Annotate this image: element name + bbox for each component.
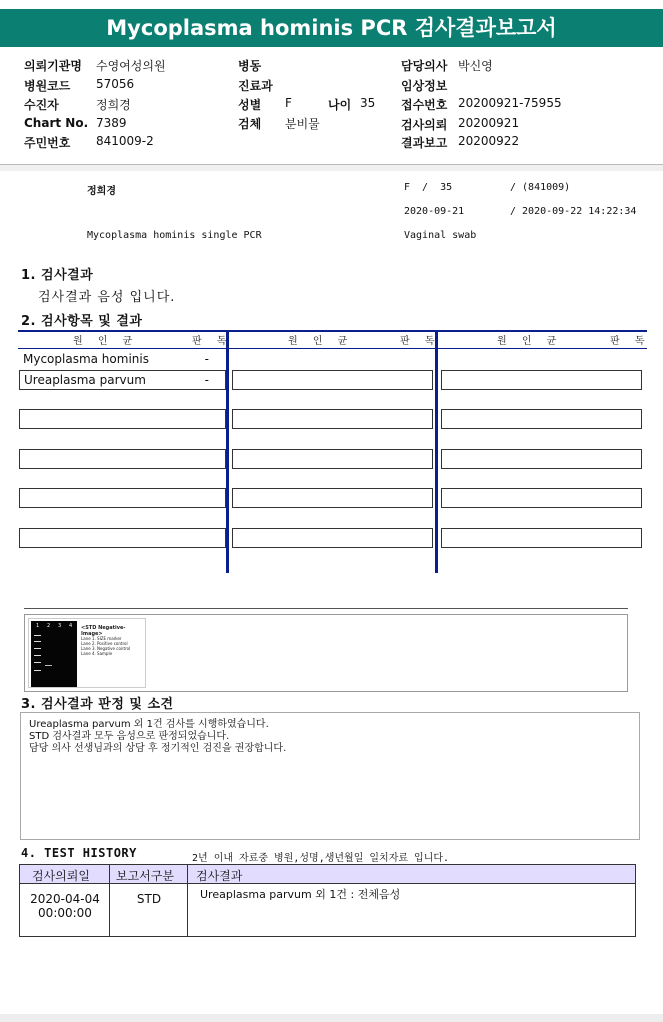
report-date-value: 20200922 bbox=[458, 134, 520, 148]
gel-title: <STD Negative-Image> bbox=[81, 625, 126, 637]
col-result-header-2: 판 독 bbox=[400, 336, 441, 347]
footer-strip bbox=[0, 1014, 663, 1022]
institution-label: 의뢰기관명 bbox=[24, 59, 82, 73]
patient-info-block bbox=[0, 52, 663, 164]
history-table bbox=[19, 864, 636, 937]
empty-result-cell bbox=[441, 409, 642, 429]
receipt-no-label: 접수번호 bbox=[401, 98, 448, 112]
summary-test-name: Mycoplasma hominis single PCR bbox=[87, 230, 262, 241]
empty-result-cell bbox=[232, 449, 433, 469]
empty-result-cell bbox=[232, 409, 433, 429]
specimen-label: 검체 bbox=[238, 117, 262, 131]
result-row bbox=[19, 349, 225, 369]
clinical-label: 임상정보 bbox=[401, 79, 448, 93]
gel-photo bbox=[31, 621, 77, 687]
empty-result-cell bbox=[19, 409, 226, 429]
ward-label: 병동 bbox=[238, 59, 262, 73]
specimen-value: 분비물 bbox=[285, 117, 320, 131]
age-value: 35 bbox=[360, 96, 376, 110]
age-label: 나이 bbox=[328, 98, 352, 112]
sex-label: 성별 bbox=[238, 98, 262, 112]
results-column-divider-1 bbox=[226, 330, 229, 573]
opinion-line: 담당 의사 선생님과의 상담 후 정기적인 검진을 권장합니다. bbox=[29, 743, 287, 754]
summary-request-date: 2020-09-21 bbox=[404, 206, 465, 217]
section1-title: 1. 검사결과 bbox=[21, 268, 94, 283]
doctor-label: 담당의사 bbox=[401, 59, 448, 73]
opinion-line: STD 검사결과 모두 음성으로 판정되었습니다. bbox=[29, 731, 230, 742]
image-section-rule bbox=[24, 608, 628, 609]
col-result-header-1: 판 독 bbox=[192, 336, 233, 347]
col-result-header-3: 판 독 bbox=[610, 336, 651, 347]
history-note: 2년 이내 자료중 병원,성명,생년월일 일치자료 입니다. bbox=[192, 853, 450, 864]
positive-band bbox=[45, 665, 52, 666]
history-date: 2020-04-04 bbox=[30, 892, 100, 906]
report-date-label: 결과보고 bbox=[401, 136, 448, 150]
col-pathogen-header-2: 원 인 균 bbox=[288, 336, 354, 347]
pathogen-result: - bbox=[204, 373, 209, 387]
history-header-type: 보고서구분 bbox=[116, 869, 174, 883]
summary-specimen: Vaginal swab bbox=[404, 230, 477, 241]
col-pathogen-header-1: 원 인 균 bbox=[73, 336, 139, 347]
resident-no-label: 주민번호 bbox=[24, 136, 71, 150]
empty-result-cell bbox=[232, 370, 433, 390]
empty-result-cell bbox=[441, 488, 642, 508]
results-column-divider-2 bbox=[435, 330, 438, 573]
lane-number: 3 bbox=[58, 623, 62, 629]
empty-result-cell bbox=[232, 528, 433, 548]
ladder-band bbox=[34, 662, 41, 663]
ladder-band bbox=[34, 648, 41, 649]
ladder-band bbox=[34, 635, 41, 636]
gel-legend-item: Lane 2. Positive control bbox=[81, 641, 128, 646]
dept-label: 진료과 bbox=[238, 79, 273, 93]
hospital-code-label: 병원코드 bbox=[24, 79, 71, 93]
result-row bbox=[19, 370, 226, 390]
empty-result-cell bbox=[441, 528, 642, 548]
col-pathogen-header-3: 원 인 균 bbox=[497, 336, 563, 347]
section2-title: 2. 검사항목 및 결과 bbox=[21, 314, 143, 329]
header-strip bbox=[0, 165, 663, 171]
summary-sex-age: F / 35 bbox=[404, 182, 453, 193]
report-title: Mycoplasma hominis PCR 검사결과보고서 bbox=[0, 9, 663, 47]
ladder-band bbox=[34, 655, 41, 656]
empty-result-cell bbox=[19, 488, 226, 508]
summary-report-date: / 2020-09-22 14:22:34 bbox=[510, 206, 637, 217]
empty-result-cell bbox=[441, 370, 642, 390]
lane-number: 1 bbox=[36, 623, 40, 629]
pathogen-name: Ureaplasma parvum bbox=[24, 373, 146, 387]
gel-image bbox=[28, 618, 146, 688]
receipt-no-value: 20200921-75955 bbox=[458, 96, 562, 110]
gel-legend-item: Lane 1. SIZE marker bbox=[81, 636, 122, 641]
history-type: STD bbox=[136, 892, 162, 906]
opinion-box bbox=[20, 712, 640, 840]
empty-result-cell bbox=[19, 449, 226, 469]
institution-value: 수영여성의원 bbox=[96, 59, 166, 73]
recipient-value: 정희경 bbox=[96, 98, 131, 112]
section4-title: 4. TEST HISTORY bbox=[21, 846, 137, 860]
hospital-code-value: 57056 bbox=[96, 77, 135, 91]
ladder-band bbox=[34, 670, 41, 671]
history-time: 00:00:00 bbox=[38, 906, 92, 920]
doctor-value: 박신영 bbox=[458, 59, 493, 73]
lane-number: 4 bbox=[69, 623, 73, 629]
summary-birth: / (841009) bbox=[510, 182, 571, 193]
sex-value: F bbox=[285, 96, 292, 110]
gel-legend-item: Lane 4. Sample bbox=[81, 651, 113, 656]
chart-no-value: 7389 bbox=[96, 116, 127, 130]
opinion-line: Ureaplasma parvum 외 1건 검사를 시행하였습니다. bbox=[29, 719, 269, 730]
section1-text: 검사결과 음성 입니다. bbox=[38, 290, 176, 305]
gel-legend-item: Lane 3. Negative control bbox=[81, 646, 131, 651]
request-date-label: 검사의뢰 bbox=[401, 118, 448, 132]
empty-result-cell bbox=[441, 449, 642, 469]
history-header-date: 검사의뢰일 bbox=[32, 869, 90, 883]
recipient-label: 수진자 bbox=[24, 98, 59, 112]
summary-name: 정희경 bbox=[87, 186, 116, 197]
resident-no-value: 841009-2 bbox=[96, 134, 154, 148]
empty-result-cell bbox=[19, 528, 226, 548]
history-header-result: 검사결과 bbox=[196, 869, 243, 883]
empty-result-cell bbox=[232, 488, 433, 508]
lane-number: 2 bbox=[47, 623, 51, 629]
request-date-value: 20200921 bbox=[458, 116, 520, 130]
section3-title: 3. 검사결과 판정 및 소견 bbox=[21, 697, 174, 712]
pathogen-name: Mycoplasma hominis bbox=[23, 352, 149, 366]
ladder-band bbox=[34, 641, 41, 642]
history-result: Ureaplasma parvum 외 1건 : 전체음성 bbox=[200, 888, 401, 901]
chart-no-label: Chart No. bbox=[24, 116, 89, 130]
pathogen-result: - bbox=[204, 352, 209, 366]
